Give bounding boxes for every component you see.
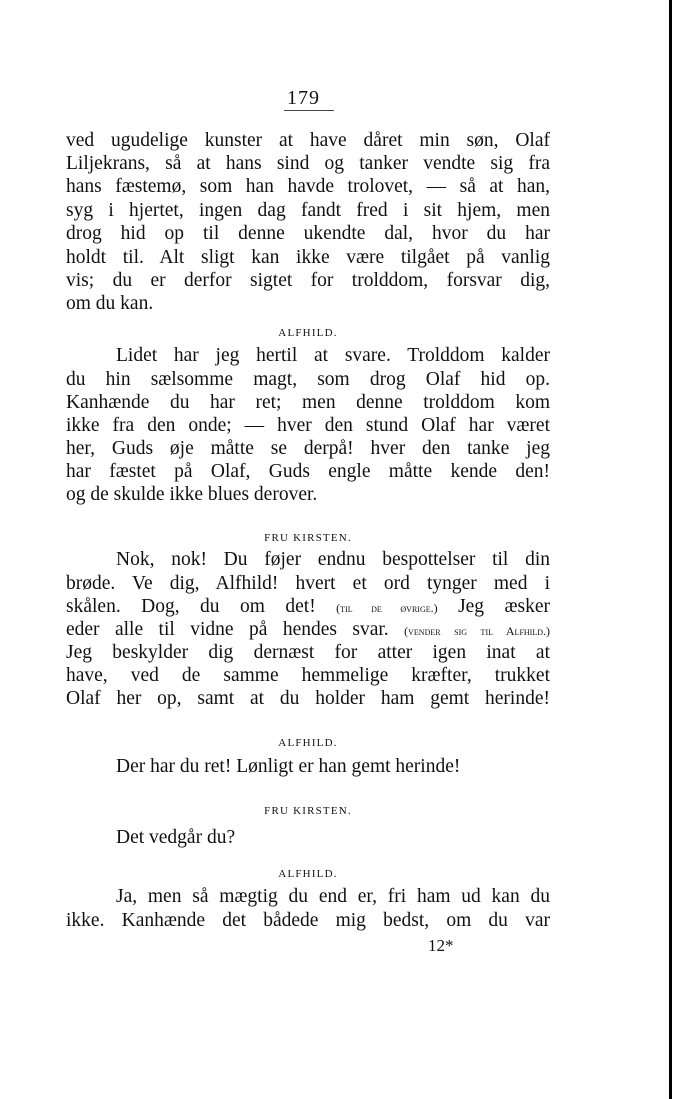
text-line: du hin sælsomme magt, som drog Olaf hid op. bbox=[66, 369, 550, 390]
speaker-name: FRU KIRSTEN. bbox=[264, 805, 352, 817]
stage-direction: (til de øvrige.) bbox=[336, 601, 438, 615]
text-line: brøde. Ve dig, Alfhild! hvert et ord tynger med i bbox=[66, 573, 550, 594]
speaker-name: ALFHILD. bbox=[278, 868, 338, 880]
text-segment: Jeg æsker bbox=[458, 596, 550, 617]
stage-direction: (vender sig til Alfhild.) bbox=[404, 624, 550, 638]
text-line: har fæstet på Olaf, Guds engle måtte kende den! bbox=[66, 461, 550, 482]
speaker-name: ALFHILD. bbox=[278, 327, 338, 339]
text-line: Der har du ret! Lønligt er han gemt herinde! bbox=[116, 756, 461, 777]
text-line: Ja, men så mægtig du end er, fri ham ud kan du bbox=[116, 886, 550, 907]
text-line: Liljekrans, så at hans sind og tanker vendte sig fra bbox=[66, 153, 550, 174]
text-line bbox=[66, 596, 550, 619]
page-edge-border bbox=[669, 0, 672, 1099]
text-line: vis; du er derfor sigtet for trolddom, forsvar dig, bbox=[66, 270, 550, 291]
text-line: holdt til. Alt sligt kan ikke være tilgået på vanlig bbox=[66, 247, 550, 268]
text-line: syg i hjertet, ingen dag fandt fred i sit hjem, men bbox=[66, 200, 550, 221]
text-line: Det vedgår du? bbox=[116, 827, 236, 848]
text-line: her, Guds øje måtte se derpå! hver den tanke jeg bbox=[66, 438, 550, 459]
text-line: drog hid op til denne ukendte dal, hvor du har bbox=[66, 223, 550, 244]
text-line: Jeg beskylder dig dernæst for atter igen inat at bbox=[66, 642, 550, 663]
text-line: hans fæstemø, som han havde trolovet, — så at han, bbox=[66, 176, 550, 197]
signature-mark: 12* bbox=[428, 936, 454, 955]
text-segment: eder alle til vidne på hendes svar. bbox=[66, 619, 389, 640]
speaker-name: ALFHILD. bbox=[278, 737, 338, 749]
text-line bbox=[66, 619, 550, 642]
text-segment: skålen. Dog, du om det! bbox=[66, 596, 316, 617]
text-line: ikke fra den onde; — hver den stund Olaf har været bbox=[66, 415, 550, 436]
text-line: ikke. Kanhænde det bådede mig bedst, om du var bbox=[66, 910, 550, 931]
page-number: 179 bbox=[287, 87, 320, 109]
text-line: ved ugudelige kunster at have dåret min søn, Olaf bbox=[66, 130, 550, 151]
text-line: Lidet har jeg hertil at svare. Trolddom kalder bbox=[116, 345, 550, 366]
text-line: om du kan. bbox=[66, 293, 154, 314]
speaker-name: FRU KIRSTEN. bbox=[264, 532, 352, 544]
page-number-underline bbox=[284, 110, 334, 111]
text-line: og de skulde ikke blues derover. bbox=[66, 484, 318, 505]
text-line: have, ved de samme hemmelige kræfter, trukket bbox=[66, 665, 550, 686]
text-line: Nok, nok! Du føjer endnu bespottelser til din bbox=[116, 549, 550, 570]
text-line: Kanhænde du har ret; men denne trolddom kom bbox=[66, 392, 550, 413]
text-line: Olaf her op, samt at du holder ham gemt herinde! bbox=[66, 688, 550, 709]
